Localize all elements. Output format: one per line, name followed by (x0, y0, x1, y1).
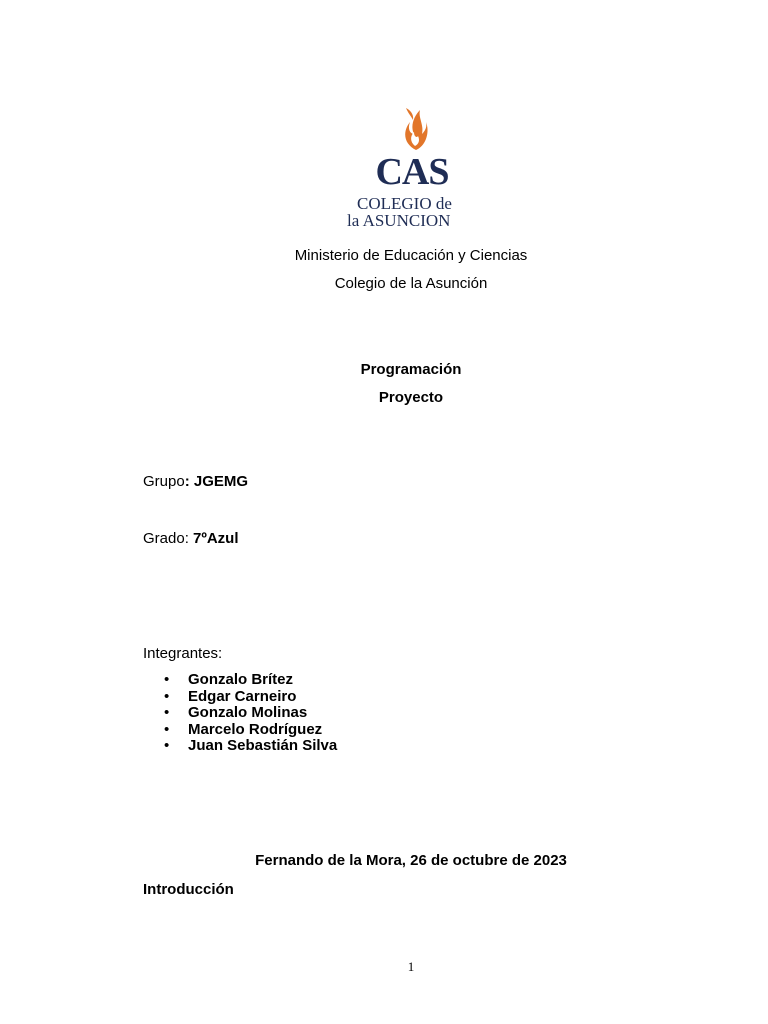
list-item: • Marcelo Rodríguez (164, 720, 323, 738)
bullet-icon: • (164, 687, 170, 705)
work-title: Proyecto (378, 389, 444, 406)
logo-line-1: COLEGIO de (357, 194, 452, 213)
bullet-icon: • (164, 720, 170, 738)
grade-line (143, 530, 239, 548)
school-logo (347, 100, 492, 235)
members-label: Integrantes: (143, 645, 223, 662)
group-line (143, 473, 248, 491)
grade-label: Grado: (143, 530, 194, 547)
bullet-icon: • (164, 671, 170, 688)
ministry-text: Ministerio de Educación y Ciencias (294, 247, 528, 264)
list-item: • Gonzalo Brítez (164, 671, 294, 688)
group-label: Grupo (143, 473, 185, 490)
page-number: 1 (407, 959, 415, 974)
course-title: Programación (360, 361, 462, 378)
bullet-icon: • (164, 737, 170, 754)
flame-icon (398, 100, 430, 152)
logo-abbr: CAS (375, 151, 449, 193)
place-date: Fernando de la Mora, 26 de octubre de 2023 (255, 852, 567, 869)
group-value: : JGEMG (184, 473, 249, 490)
bullet-icon: • (164, 704, 170, 721)
grade-value: 7ºAzul (193, 530, 239, 547)
section-heading: Introducción (143, 881, 234, 898)
members-list (164, 672, 337, 755)
list-item: • Edgar Carneiro (164, 687, 297, 705)
list-item: • Gonzalo Molinas (164, 704, 308, 721)
logo-line-2: la ASUNCION (347, 211, 451, 230)
list-item: • Juan Sebastián Silva (164, 737, 338, 754)
school-name: Colegio de la Asunción (334, 275, 488, 292)
